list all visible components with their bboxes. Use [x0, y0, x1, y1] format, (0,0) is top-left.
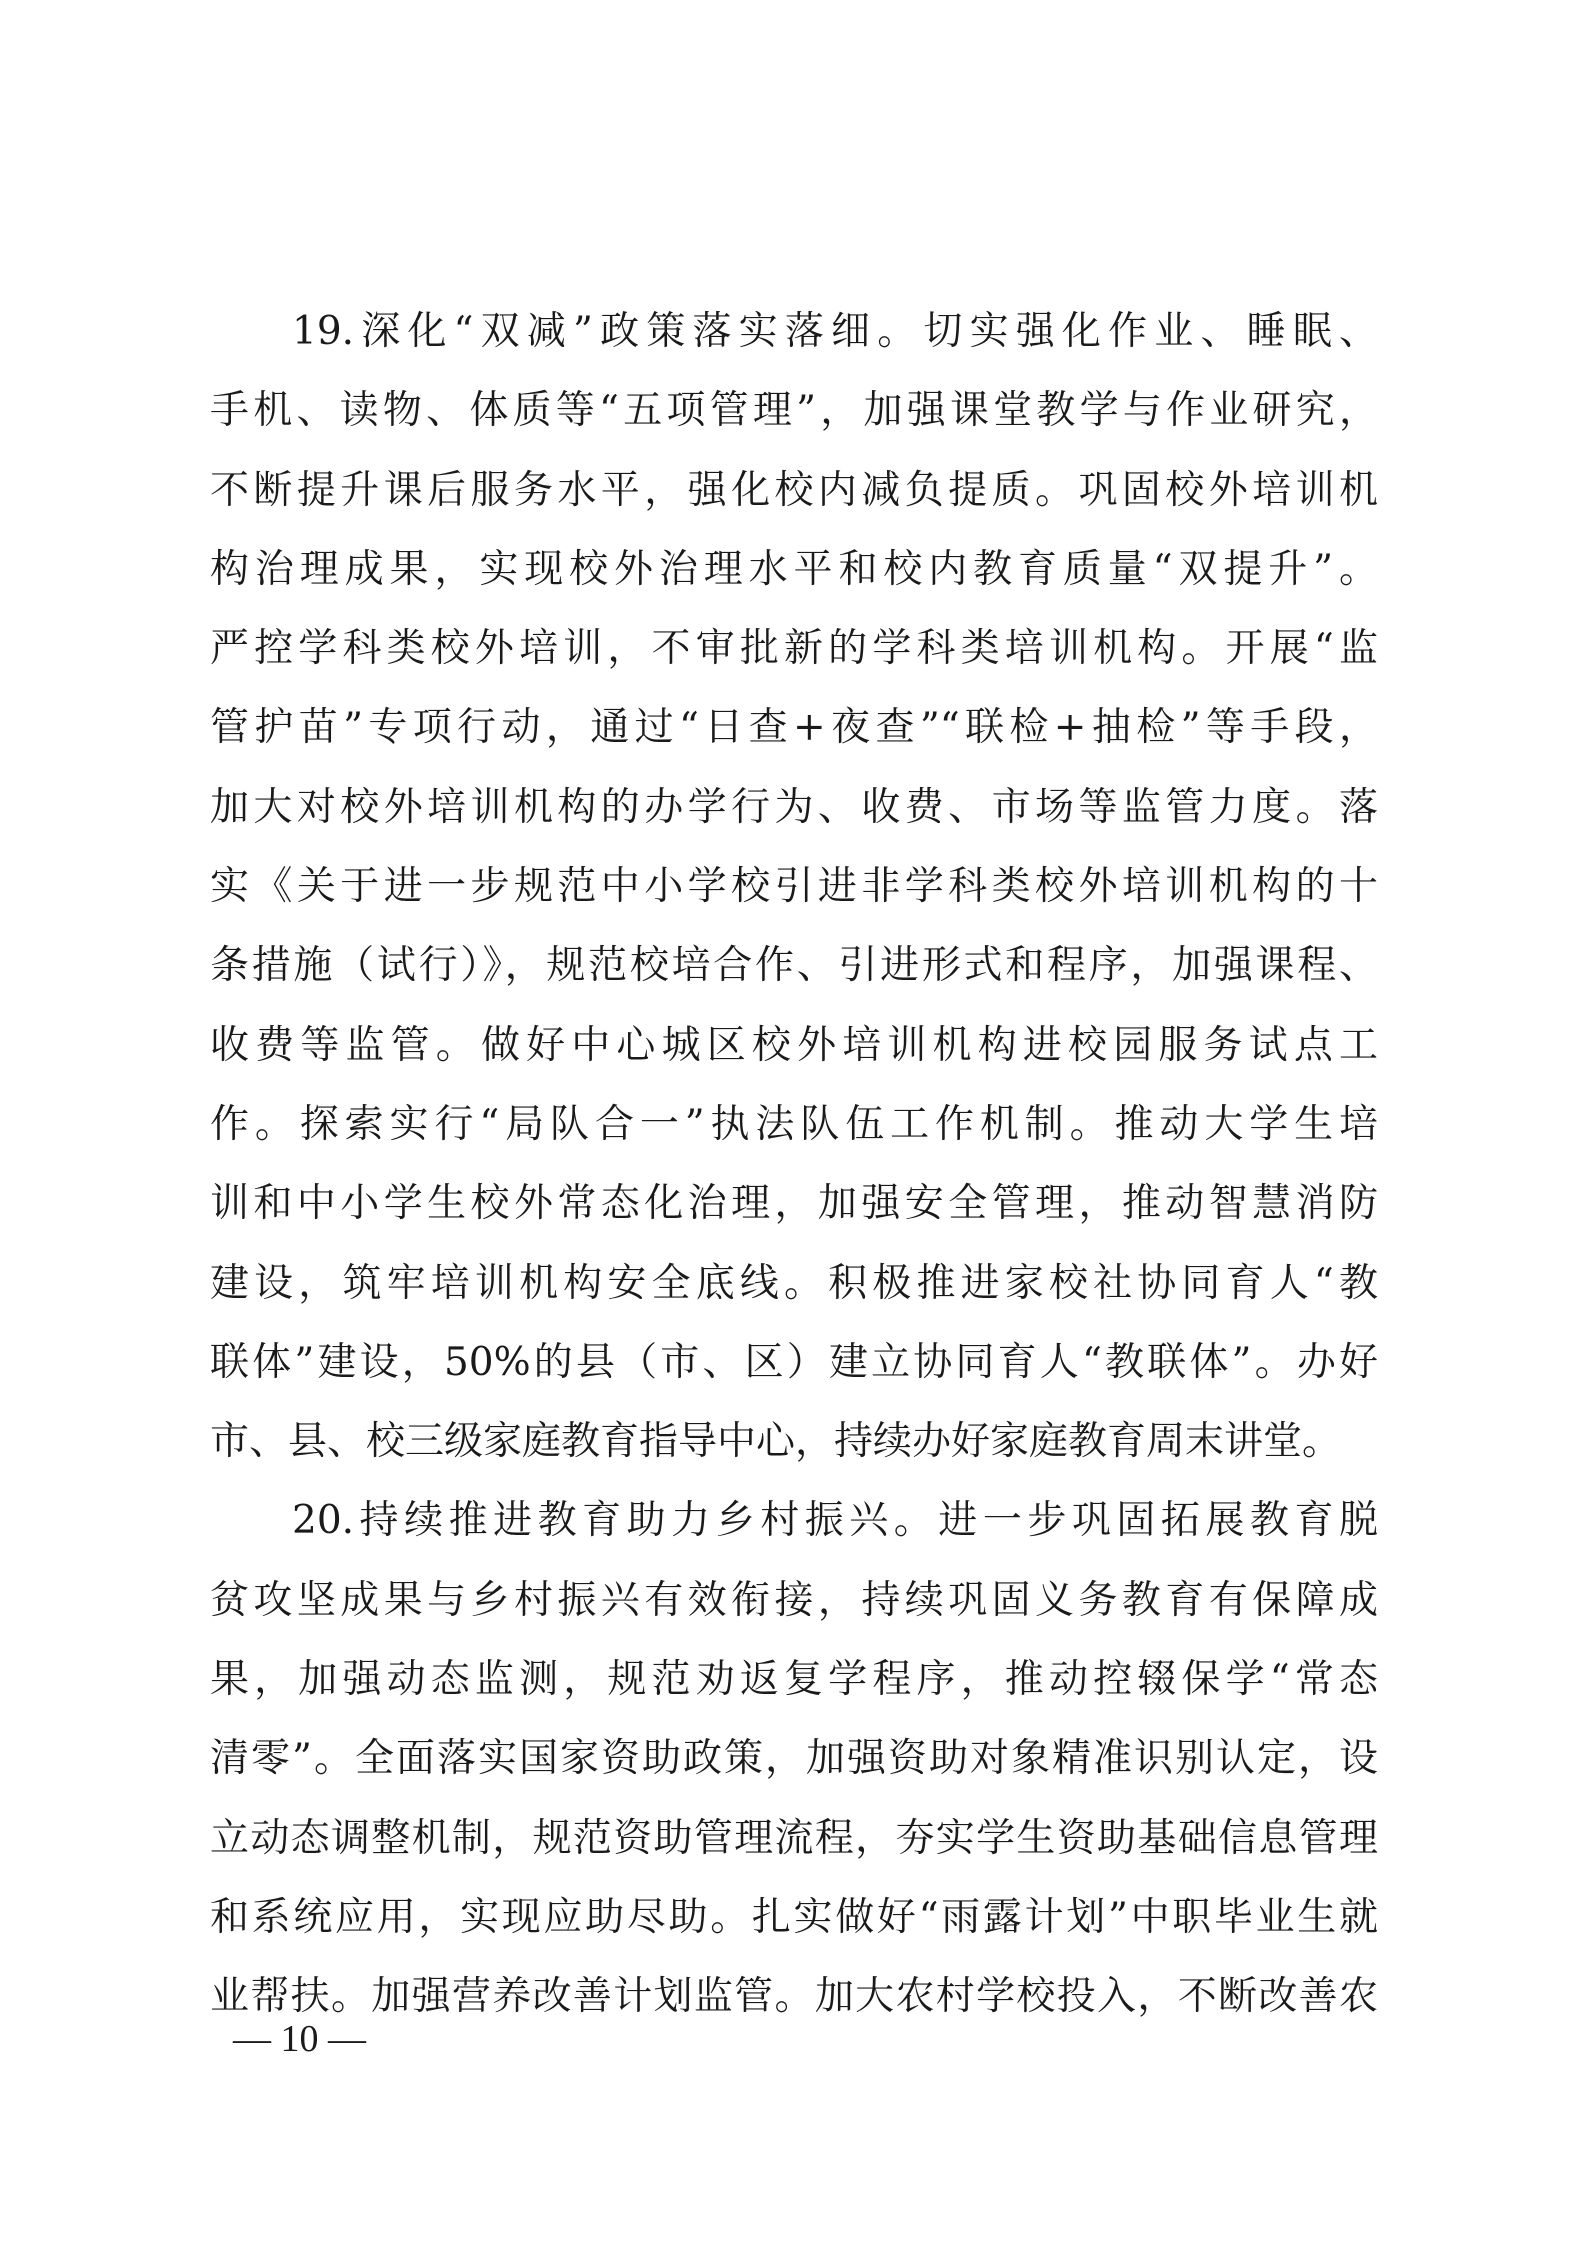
text-line: 手机、读物、体质等“五项管理”，加强课堂教学与作业研究， [210, 388, 1378, 434]
text-line: 管护苗”专项行动，通过“日查+夜查”“联检+抽检”等手段， [210, 705, 1378, 751]
text-line: 业帮扶。加强营养改善计划监管。加大农村学校投入，不断改善农 [210, 1974, 1378, 2020]
text-line: 20.持续推进教育助力乡村振兴。进一步巩固拓展教育脱 [292, 1498, 1378, 1544]
body-text [210, 292, 1378, 2037]
page-number: — 10 — [233, 2018, 366, 2060]
text-line: 严控学科类校外培训，不审批新的学科类培训机构。开展“监 [210, 626, 1378, 672]
text-line: 立动态调整机制，规范资助管理流程，夯实学生资助基础信息管理 [210, 1815, 1378, 1861]
text-line: 条措施（试行）》，规范校培合作、引进形式和程序，加强课程、 [210, 943, 1378, 989]
text-line: 联体”建设，50%的县（市、区）建立协同育人“教联体”。办好 [210, 1339, 1378, 1385]
text-line: 贫攻坚成果与乡村振兴有效衔接，持续巩固义务教育有保障成 [210, 1577, 1378, 1623]
text-line: 不断提升课后服务水平，强化校内减负提质。巩固校外培训机 [210, 467, 1378, 513]
text-line: 训和中小学生校外常态化治理，加强安全管理，推动智慧消防 [210, 1181, 1378, 1227]
text-line: 构治理成果，实现校外治理水平和校内教育质量“双提升”。 [210, 546, 1378, 592]
text-line: 加大对校外培训机构的办学行为、收费、市场等监管力度。落 [210, 784, 1378, 830]
text-line: 果，加强动态监测，规范劝返复学程序，推动控辍保学“常态 [210, 1657, 1378, 1703]
text-line: 作。探索实行“局队合一”执法队伍工作机制。推动大学生培 [210, 1101, 1378, 1147]
text-line: 和系统应用，实现应助尽助。扎实做好“雨露计划”中职毕业生就 [210, 1894, 1378, 1940]
text-line: 清零”。全面落实国家资助政策，加强资助对象精准识别认定，设 [210, 1736, 1378, 1782]
text-line: 实《关于进一步规范中小学校引进非学科类校外培训机构的十 [210, 864, 1378, 910]
text-line: 市、县、校三级家庭教育指导中心，持续办好家庭教育周末讲堂。 [210, 1419, 1342, 1465]
text-line: 19.深化“双减”政策落实落细。切实强化作业、睡眠、 [292, 309, 1378, 354]
text-line: 建设，筑牢培训机构安全底线。积极推进家校社协同育人“教 [210, 1260, 1378, 1306]
text-line: 收费等监管。做好中心城区校外培训机构进校园服务试点工 [210, 1022, 1378, 1068]
